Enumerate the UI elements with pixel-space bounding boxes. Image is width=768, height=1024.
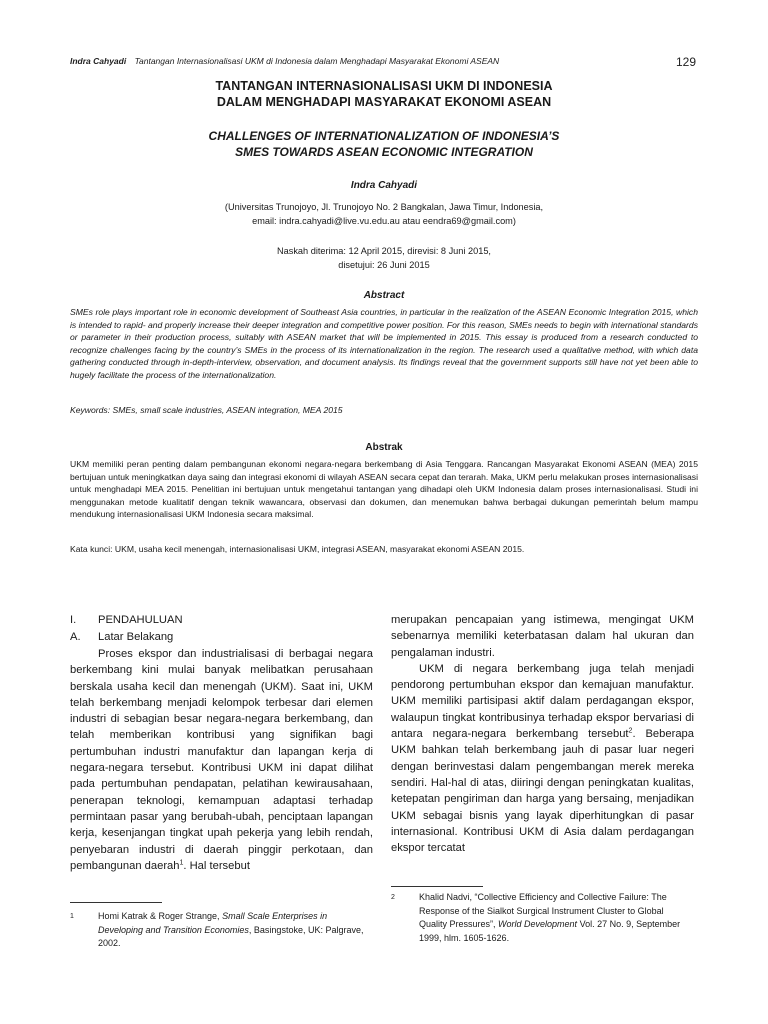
- body-paragraph: [391, 661, 694, 857]
- section-number: I.: [70, 614, 77, 626]
- footnote-text: [98, 910, 366, 951]
- abstrak-heading: Abstrak: [365, 442, 403, 453]
- paragraph-tail: . Beberapa UKM bahkan telah berkembang jauh di pasar luar negeri dengan berinvestasi dalam pengembangan merek mereka sendiri. Hal-hal di atas, diiringi dengan peningkatan kualitas, ketepatan pengiriman dan harga yang bersaing, menjadikan UKM sebagai bisnis yang layak diperhitungkan di pasar internasional. Kontribusi UKM di Asia dalam perdagangan ekspor tercatat: [391, 728, 694, 855]
- title-english: [70, 128, 698, 160]
- body-paragraph: [70, 646, 373, 874]
- title-en-line-1: CHALLENGES OF INTERNATIONALIZATION OF INDONESIA’S: [208, 129, 560, 143]
- paragraph-tail: . Hal tersebut: [183, 859, 250, 872]
- footnote-title: World Development: [498, 919, 578, 929]
- dates-line-1: Naskah diterima: 12 April 2015, direvisi: 8 Juni 2015,: [277, 246, 491, 256]
- affiliation-line-2: email: indra.cahyadi@live.vu.edu.au atau eendra69@gmail.com): [252, 216, 516, 226]
- section-title: PENDAHULUAN: [98, 614, 183, 626]
- kata-kunci-label: Kata kunci: [70, 544, 111, 554]
- running-head: [70, 56, 630, 66]
- running-head-title: Tantangan Internasionalisasi UKM di Indonesia dalam Menghadapi Masyarakat Ekonomi ASEAN: [134, 56, 500, 66]
- footnote-number: 2: [391, 894, 395, 901]
- subsection-number: A.: [70, 631, 81, 643]
- subsection-title: Latar Belakang: [98, 631, 174, 643]
- footnote-pre: Homi Katrak & Roger Strange,: [98, 911, 223, 921]
- abstract-english: SMEs role plays important role in economic development of Southeast Asia countries, in particular in the realization of the ASEAN Economic Integration 2015, which is intended to rapid- and properly increase their deeper integration and competitive power position. For this reason, SMEs needs to begin with international standards or parameter in their production process, suitably with ASEAN market that will be implemented in 2015. This essay is produced from a research conducted to recognize challenges facing by the country’s SMEs in the process of its internationalization in the region. The research used a qualitative method, with which data gathering conducted through in-depth-interview, observation, and document analysis. Its findings reveal that the government supports still have not yet been able to hugely facilitate the process of the internationalization.: [70, 307, 698, 380]
- footnote-number: 1: [70, 913, 74, 920]
- footnote-post: Vol. 27 No. 9, September 1999, hlm. 1605-1626.: [419, 919, 681, 943]
- title-id-line-1: TANTANGAN INTERNASIONALISASI UKM DI INDONESIA: [215, 79, 553, 93]
- keywords-label: Keywords: [70, 405, 108, 415]
- author-name: Indra Cahyadi: [350, 180, 418, 191]
- section-heading: [70, 612, 373, 629]
- title-indonesian: [70, 78, 698, 110]
- keywords-value: : SMEs, small scale industries, ASEAN integration, MEA 2015: [107, 405, 343, 415]
- keywords-english: [70, 404, 698, 417]
- running-head-author: Indra Cahyadi: [70, 56, 127, 66]
- title-en-line-2: SMES TOWARDS ASEAN ECONOMIC INTEGRATION: [235, 145, 533, 159]
- body-paragraph: merupakan pencapaian yang istimewa, mengingat UKM sebenarnya memiliki keterbatasan dalam hal ukuran dan pengalaman industri.: [391, 614, 694, 659]
- right-column: [391, 612, 694, 856]
- page-number: 129: [675, 55, 696, 69]
- abstract-heading: Abstract: [363, 290, 405, 301]
- footnote-text: [419, 891, 687, 945]
- subsection-heading: [70, 629, 373, 646]
- footnote-1: [70, 910, 366, 951]
- footnote-2: [391, 891, 687, 945]
- paragraph-text: UKM di negara berkembang juga telah menjadi pendorong pertumbuhan ekspor dan kemajuan manufaktur. UKM memiliki partisipasi aktif dalam perdagangan ekspor, walaupun tingkat kontribusinya terhadap ekspor bervariasi di antara negara-negara berkembang tersebut: [391, 662, 694, 741]
- footnote-rule: [70, 902, 162, 903]
- affiliation-line-1: (Universitas Trunojoyo, Jl. Trunojoyo No. 2 Bangkalan, Jawa Timur, Indonesia,: [224, 202, 544, 212]
- footnote-post: , Basingstoke, UK: Palgrave, 2002.: [98, 924, 364, 948]
- footnote-mark: 2: [628, 727, 633, 735]
- author-affiliation: [70, 200, 698, 228]
- footnote-pre: Khalid Nadvi, “Collective Efficiency and Collective Failure: The Response of the Sialkot Surgical Instrument Cluster to Global Quality Pressures”,: [419, 892, 667, 929]
- manuscript-dates: [70, 244, 698, 272]
- footnote-rule: [391, 886, 483, 887]
- left-column: [70, 612, 373, 874]
- footnote-title: Small Scale Enterprises in Developing and Transition Economies: [98, 911, 328, 935]
- title-id-line-2: DALAM MENGHADAPI MASYARAKAT EKONOMI ASEAN: [216, 95, 552, 109]
- keywords-indonesian: [70, 543, 698, 556]
- paragraph-text: Proses ekspor dan industrialisasi di berbagai negara berkembang kini mulai banyak melibatkan perusahaan berskala usaha kecil dan menengah (UKM). Saat ini, UKM telah berkembang menjadi kelompok terbesar dari elemen industri di sebagian besar negara-negara berkembang, dan telah memberikan kontribusi yang signifikan bagi pertumbuhan industri manufaktur dan lapangan kerja di negara-negara tersebut. Kontribusi UKM ini dapat dilihat pada pertumbuhan pendapatan, pelatihan kewirausahaan, penerapan teknologi, kemampuan adaptasi terhadap permintaan pasar yang berubah-ubah, penciptaan lapangan kerja, kesenjangan tingkat upah pekerja yang lebih rendah, penyebaran industri di daerah pinggir perkotaan, dan pembangunan daerah: [70, 648, 373, 872]
- dates-line-2: disetujui: 26 Juni 2015: [338, 260, 430, 270]
- abstract-indonesian: UKM memiliki peran penting dalam pembangunan ekonomi negara-negara berkembang di Asia Tenggara. Rancangan Masyarakat Ekonomi ASEAN (MEA) 2015 bertujuan untuk meningkatkan daya saing dan integrasi ekonomi di wilayah ASEAN secara cepat dan terarah. Maka, UKM perlu melakukan proses internasionalisasi untuk menghadapi MEA 2015. Penelitian ini bertujuan untuk mengetahui tantangan yang dihadapi oleh UKM Indonesia dalam proses internasionalisasi. Studi ini menggunakan metode kualitatif dengan teknik wawancara, observasi dan dokumen, dan menemukan bahwa berbagai dukungan pemerintah belum mampu mendukung internasionalisasi UKM Indonesia secara maksimal.: [70, 459, 698, 520]
- kata-kunci-value: : UKM, usaha kecil menengah, internasionalisasi UKM, integrasi ASEAN, masyarakat ekonomi ASEAN 2015.: [110, 544, 525, 554]
- footnote-mark: 1: [179, 859, 184, 867]
